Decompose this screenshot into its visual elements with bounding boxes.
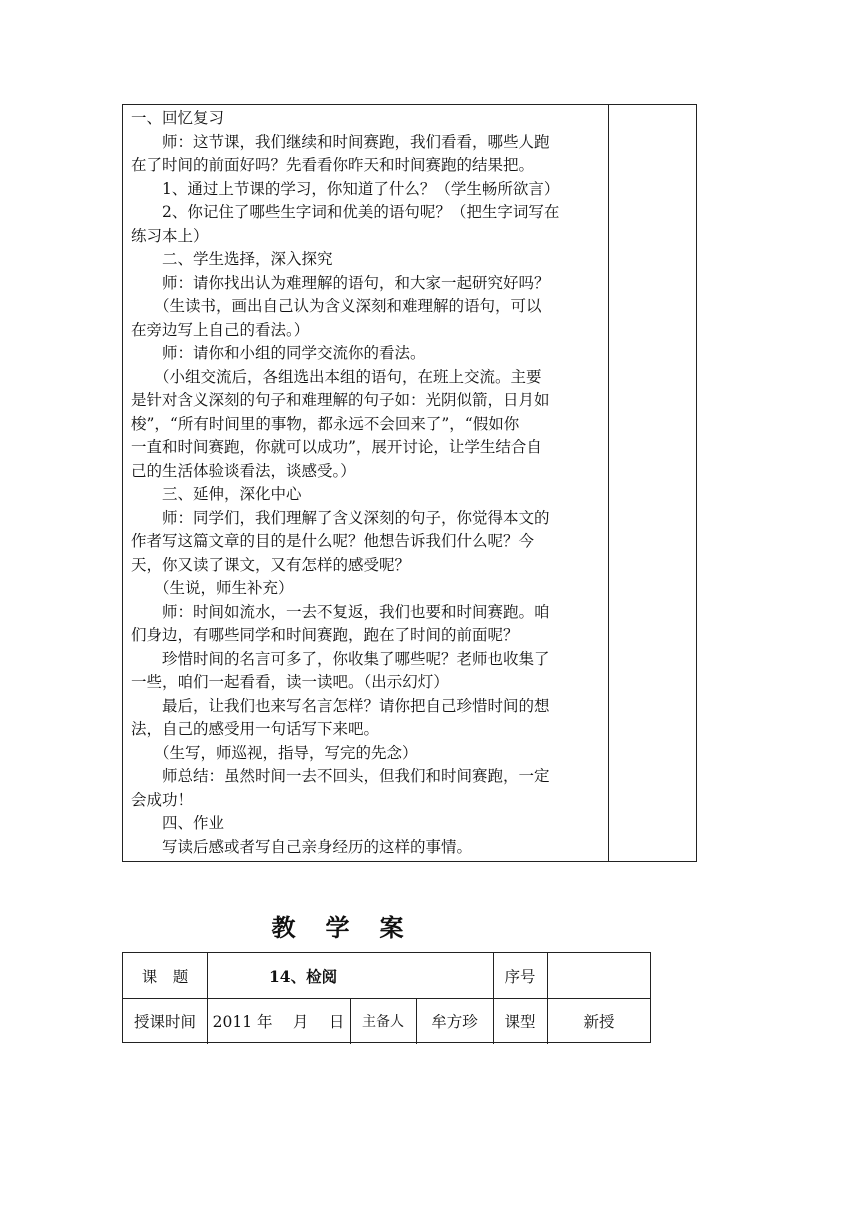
content-line: 最后，让我们也来写名言怎样？请你把自己珍惜时间的想	[162, 696, 550, 715]
lesson-content-table	[122, 104, 697, 862]
notes-cell	[609, 105, 696, 861]
content-line: 法，自己的感受用一句话写下来吧。	[131, 720, 380, 738]
content-line: 四、作业	[162, 814, 225, 832]
content-line: 二、学生选择，深入探究	[162, 250, 333, 268]
content-line: （生写，师巡视，指导，写完的先念）	[154, 743, 418, 762]
topic-value: 14、检阅	[269, 966, 338, 986]
content-line: 师：时间如流水，一去不复返，我们也要和时间赛跑。咱	[162, 602, 550, 621]
content-line: 在了时间的前面好吗？先看看你昨天和时间赛跑的结果把。	[131, 156, 535, 174]
content-line: 一、回忆复习	[131, 109, 225, 127]
content-line: 2、你记住了哪些生字词和优美的语句呢？（把生字词写在	[162, 203, 560, 221]
content-line: 师：请你找出认为难理解的语句，和大家一起研究好吗？	[162, 273, 550, 292]
content-line: 在旁边写上自己的看法。）	[131, 320, 310, 339]
content-line: 作者写这篇文章的目的是什么呢？他想告诉我们什么呢？今	[131, 532, 535, 550]
document-title: 教学案	[271, 913, 434, 942]
preparer-label: 主备人	[362, 1014, 404, 1030]
content-line: 是针对含义深刻的句子和难理解的句子如：光阴似箭，日月如	[131, 391, 550, 409]
lesson-type-value: 新授	[583, 1013, 615, 1031]
content-line: 天，你又读了课文，又有怎样的感受呢？	[131, 555, 411, 574]
content-line: 己的生活体验谈看法，谈感受。）	[131, 461, 356, 480]
content-line: 写读后感或者写自己亲身经历的这样的事情。	[162, 837, 473, 856]
content-line: （生读书，画出自己认为含义深刻和难理解的语句，可以	[154, 297, 542, 315]
content-line: 珍惜时间的名言可多了，你收集了哪些呢？老师也收集了	[162, 649, 550, 668]
content-line: 一直和时间赛跑，你就可以成功”，展开讨论，让学生结合自	[131, 438, 542, 456]
preparer-value: 牟方珍	[431, 1013, 478, 1031]
teaching-time-value: 2011 年 月 日	[212, 1013, 345, 1031]
content-line: 会成功！	[131, 790, 194, 809]
sequence-value	[547, 953, 651, 998]
topic-label: 课 题	[141, 967, 189, 986]
content-line: （生说，师生补充）	[154, 579, 294, 597]
content-line: 师：请你和小组的同学交流你的看法。	[162, 344, 426, 362]
content-line: 们身边，有哪些同学和时间赛跑，跑在了时间的前面呢？	[131, 626, 519, 644]
content-line: 梭”，“所有时间里的事物，都永远不会回来了”，“假如你	[131, 414, 520, 433]
content-line: 师：同学们，我们理解了含义深刻的句子，你觉得本文的	[162, 508, 550, 527]
sequence-label: 序号	[504, 967, 536, 986]
teaching-time-label: 授课时间	[133, 1013, 196, 1031]
content-line: 师：这节课，我们继续和时间赛跑，我们看看，哪些人跑	[162, 132, 550, 151]
content-line: 一些，咱们一起看看，读一读吧。（出示幻灯）	[131, 673, 449, 691]
content-line: 三、延伸，深化中心	[162, 485, 302, 503]
content-line: 师总结：虽然时间一去不回头，但我们和时间赛跑，一定	[162, 767, 550, 785]
content-line: 1、通过上节课的学习，你知道了什么？（学生畅所欲言）	[162, 179, 560, 198]
lesson-type-label: 课型	[504, 1013, 536, 1031]
content-line: 练习本上）	[131, 226, 209, 245]
lesson-info-table	[122, 952, 651, 1043]
content-line: （小组交流后，各组选出本组的语句，在班上交流。主要	[154, 367, 542, 386]
lesson-content-cell	[123, 105, 609, 861]
